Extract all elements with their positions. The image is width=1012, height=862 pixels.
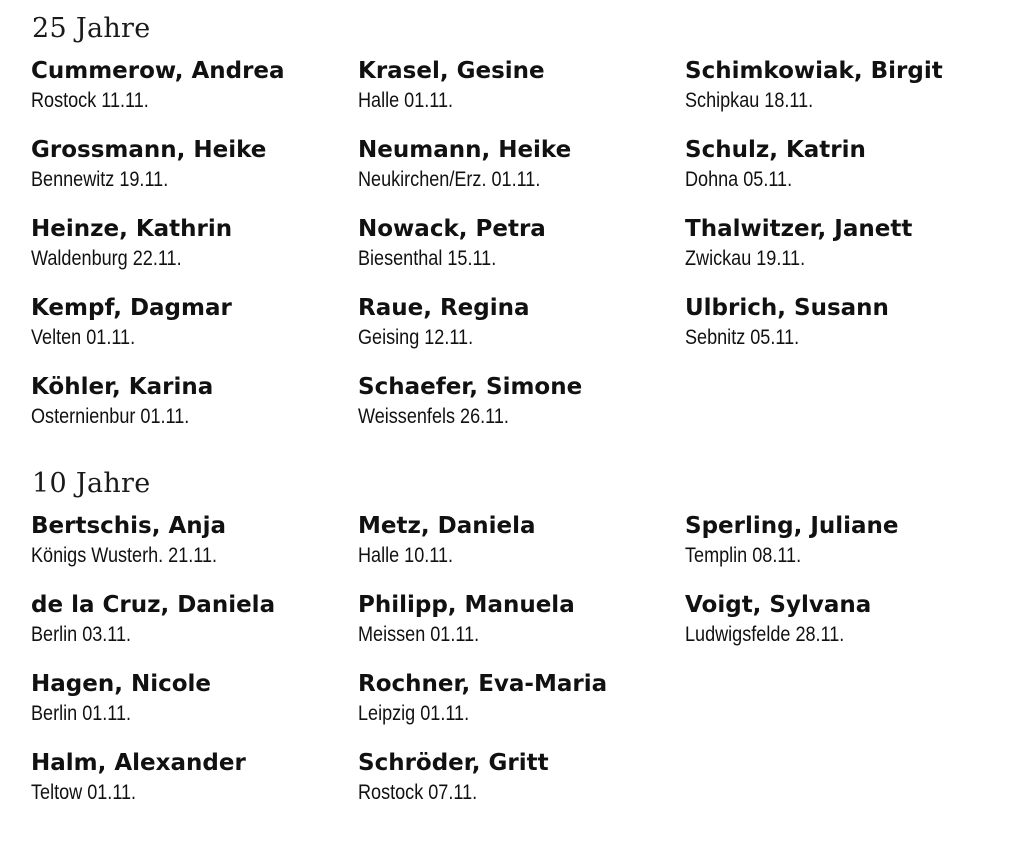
entry-name: Ulbrich, Susann [685, 295, 889, 321]
entry-place-date: Biesenthal 15.11. [358, 247, 497, 270]
entry [358, 294, 678, 373]
entry-name: Heinze, Kathrin [31, 216, 233, 242]
entries-column-3 [685, 57, 1005, 373]
entries-grid [0, 57, 1012, 482]
entry-name: Philipp, Manuela [358, 592, 575, 618]
entry-name: Kempf, Dagmar [31, 295, 232, 321]
entries-grid [0, 512, 1012, 862]
entry-place-date: Bennewitz 19.11. [31, 168, 169, 191]
entry [31, 373, 351, 452]
entry [31, 57, 351, 136]
entry-name: Metz, Daniela [358, 513, 536, 539]
entry-name: Grossmann, Heike [31, 137, 267, 163]
entries-column-3 [685, 512, 1005, 670]
entry-place-date: Rostock 11.11. [31, 89, 149, 112]
entry-place-date: Schipkau 18.11. [685, 89, 814, 112]
entry-name: Hagen, Nicole [31, 671, 212, 697]
entry-place-date: Sebnitz 05.11. [685, 326, 800, 349]
entry-place-date: Osternienbur 01.11. [31, 405, 190, 428]
entry-place-date: Velten 01.11. [31, 326, 136, 349]
section-10-jahre [0, 469, 1012, 819]
entry-place-date: Meissen 01.11. [358, 623, 480, 646]
entry-name: Bertschis, Anja [31, 513, 227, 539]
section-25-jahre [0, 14, 1012, 439]
entry [358, 57, 678, 136]
entry [358, 373, 678, 452]
entry-place-date: Königs Wusterh. 21.11. [31, 544, 218, 567]
entry [31, 749, 351, 828]
entry-name: Schulz, Katrin [685, 137, 866, 163]
entry-place-date: Rostock 07.11. [358, 781, 478, 804]
entry [685, 215, 1005, 294]
entry-place-date: Ludwigsfelde 28.11. [685, 623, 845, 646]
entries-column-2 [358, 512, 678, 828]
entry-name: Rochner, Eva-Maria [358, 671, 608, 697]
entry [358, 749, 678, 828]
entry [358, 670, 678, 749]
entry-name: Thalwitzer, Janett [685, 216, 913, 242]
entry [31, 512, 351, 591]
entry [31, 136, 351, 215]
entry [358, 591, 678, 670]
entries-column-2 [358, 57, 678, 452]
entry-place-date: Weissenfels 26.11. [358, 405, 509, 428]
entry-place-date: Waldenburg 22.11. [31, 247, 182, 270]
entry-place-date: Templin 08.11. [685, 544, 802, 567]
section-heading: 10 Jahre [32, 468, 151, 499]
entry [31, 670, 351, 749]
entry-name: Schröder, Gritt [358, 750, 549, 776]
entry-name: Köhler, Karina [31, 374, 214, 400]
entries-column-1 [31, 512, 351, 828]
entry [685, 136, 1005, 215]
entry-place-date: Geising 12.11. [358, 326, 474, 349]
entry-place-date: Berlin 01.11. [31, 702, 132, 725]
entry-name: Cummerow, Andrea [31, 58, 285, 84]
entry-name: Schimkowiak, Birgit [685, 58, 943, 84]
entry [685, 591, 1005, 670]
entry-place-date: Halle 01.11. [358, 89, 454, 112]
entry-name: Voigt, Sylvana [685, 592, 872, 618]
entry [685, 57, 1005, 136]
entry-place-date: Halle 10.11. [358, 544, 454, 567]
entry-place-date: Teltow 01.11. [31, 781, 137, 804]
entry-place-date: Leipzig 01.11. [358, 702, 470, 725]
entry-name: Krasel, Gesine [358, 58, 545, 84]
entry-name: Neumann, Heike [358, 137, 572, 163]
entry-name: Schaefer, Simone [358, 374, 583, 400]
entry-place-date: Dohna 05.11. [685, 168, 793, 191]
entry-name: Raue, Regina [358, 295, 530, 321]
entry-name: Sperling, Juliane [685, 513, 899, 539]
entries-column-1 [31, 57, 351, 452]
entry [358, 512, 678, 591]
section-heading: 25 Jahre [32, 13, 151, 44]
entry-name: de la Cruz, Daniela [31, 592, 276, 618]
entry [31, 591, 351, 670]
entry-name: Halm, Alexander [31, 750, 246, 776]
entry [31, 294, 351, 373]
entry [685, 294, 1005, 373]
entry-name: Nowack, Petra [358, 216, 546, 242]
entry [358, 215, 678, 294]
entry-place-date: Berlin 03.11. [31, 623, 132, 646]
entry [358, 136, 678, 215]
entry [685, 512, 1005, 591]
entry-place-date: Neukirchen/Erz. 01.11. [358, 168, 541, 191]
entry [31, 215, 351, 294]
entry-place-date: Zwickau 19.11. [685, 247, 806, 270]
